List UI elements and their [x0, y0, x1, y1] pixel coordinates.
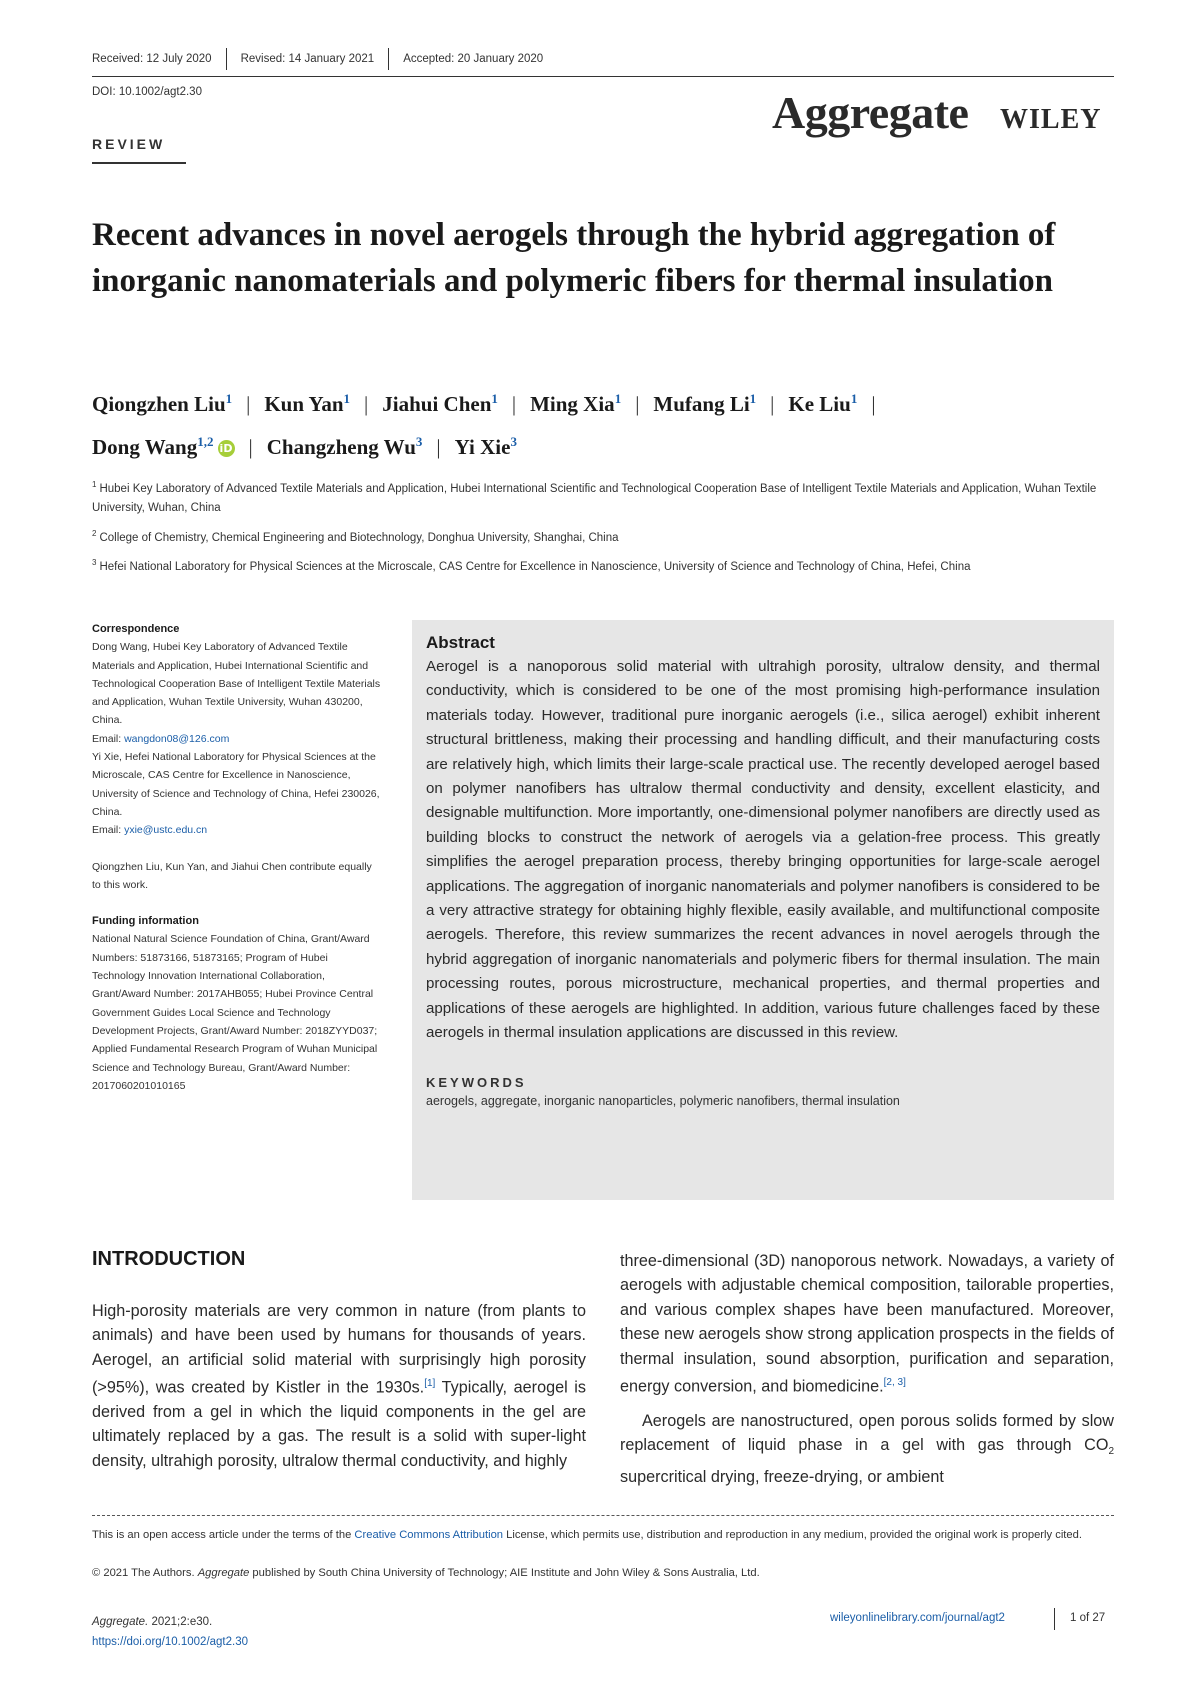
body-column-left: High-porosity materials are very common in nature (from plants to animals) and have been used by humans for thousands of years. Aerogel, an artificial solid material with surprisingly high porosity (>95%), was created by Kistler in the 1930s.[1] Typically, aerogel is derived from a gel in which the liquid components in the gel are ultimately replaced by a gas. The result is a solid with super-light density, ultrahigh porosity, ultralow thermal conductivity, and highly	[92, 1302, 586, 1470]
date-separator	[226, 48, 227, 70]
affiliation: $^1$ Hubei Key Laboratory of Advanced Textile Materials and Application, Hubei International Scientific and Technological Cooperation Base of Intelligent Textile Materials and Application, Wuhan Textile University, Wuhan, China	[92, 480, 1097, 514]
author-list	[92, 380, 1122, 466]
section-label: REVIEW	[92, 136, 166, 152]
doi-header: DOI: 10.1002/agt2.30	[92, 86, 202, 98]
citation-line: Aggregate. 2021;2:e30.	[92, 1616, 213, 1628]
introduction-heading: INTRODUCTION	[92, 1248, 246, 1270]
correspondence-yi-xie: Yi Xie, Hefei National Laboratory for Physical Sciences at the Microscale, CAS Centre for Excellence in Nanoscience, University of Science and Technology of China, Hefei 230026, China.	[92, 751, 380, 818]
author[interactable]: Kun Yan$^1$	[264, 391, 351, 416]
author[interactable]: Dong Wang$^{1,2}$ iD	[92, 435, 235, 459]
article-dates	[92, 48, 543, 70]
paragraph: Aerogels are nanostructured, open porous solids formed by slow replacement of liquid phase in a gel with gas through $CO_2$ supercritical drying, freeze-drying, or ambient	[620, 1411, 1114, 1486]
funding-text: National Natural Science Foundation of China, Grant/Award Numbers: 51873166, 51873165; Program of Hubei Technology Innovation International Collaboration, Grant/Award Number: 2017AHB055; Hubei Province Central Government Guides Local Science and Technology Development Projects, Grant/Award Number: 2018ZYYD037; Applied Fundamental Research Program of Wuhan Municipal Science and Technology Bureau, Grant/Award Number: 2017060201010165	[92, 933, 378, 1092]
email-link[interactable]: yxie@ustc.edu.cn	[124, 824, 208, 837]
affiliation: $^2$ College of Chemistry, Chemical Engineering and Biotechnology, Donghua University, Shanghai, China	[92, 529, 619, 544]
accepted-date: Accepted: 20 January 2020	[403, 53, 544, 65]
author-separator: |	[511, 392, 517, 416]
author-separator: |	[248, 435, 253, 459]
license-link[interactable]: Creative Commons Attribution	[354, 1529, 504, 1541]
section-rule	[92, 162, 186, 164]
author[interactable]: Jiahui Chen$^1$	[382, 391, 498, 416]
copyright-note: © 2021 The Authors. Aggregate published by South China University of Technology; AIE Institute and John Wiley & Sons Australia, Ltd.	[92, 1567, 760, 1579]
correspondence-dong-wang: Dong Wang, Hubei Key Laboratory of Advanced Textile Materials and Application, Hubei International Scientific and Technological Cooperation Base of Intelligent Textile Materials and Application, Wuhan Textile University, Wuhan 430200, China.	[92, 641, 381, 727]
author-separator: |	[436, 435, 441, 459]
footnote-rule	[92, 1515, 1114, 1516]
email-line: Email: wangdon08@126.com	[92, 732, 230, 745]
author-separator: |	[246, 392, 251, 416]
sidebar-info	[92, 620, 382, 1095]
doi-link[interactable]: https://doi.org/10.1002/agt2.30	[92, 1636, 249, 1648]
abstract-heading: Abstract	[426, 633, 495, 652]
citation-link[interactable]: [1]	[424, 1378, 436, 1390]
orcid-icon[interactable]: iD	[218, 440, 235, 457]
correspondence-heading: Correspondence	[92, 623, 180, 635]
revised-date: Revised: 14 January 2021	[240, 53, 375, 65]
keywords-text: aerogels, aggregate, inorganic nanoparticles, polymeric nanofibers, thermal insulation	[426, 1093, 900, 1108]
body-column-right	[620, 1249, 1114, 1489]
affiliation: $^3$ Hefei National Laboratory for Physical Sciences at the Microscale, CAS Centre for Excellence in Nanoscience, University of Science and Technology of China, Hefei, China	[92, 558, 971, 573]
received-date: Received: 12 July 2020	[92, 53, 212, 65]
author[interactable]: Ke Liu$^1$	[788, 391, 858, 416]
citation-link[interactable]: [2, 3]	[883, 1377, 906, 1389]
author[interactable]: Ming Xia$^1$	[530, 391, 622, 416]
journal-url-link[interactable]: wileyonlinelibrary.com/journal/agt2	[830, 1612, 1005, 1624]
abstract-text: Aerogel is a nanoporous solid material with ultrahigh porosity, ultralow density, and thermal conductivity, which is considered to be one of the most promising high-performance insulation materials today. However, traditional pure inorganic aerogels (i.e., silica aerogel) exhibit inherent structural brittleness, making their processing and handling difficult, and their manufacturing costs are relatively high, which limits their large-scale practical use. The recently developed aerogel based on polymer nanofibers has ultralow thermal conductivity and density, excellent elasticity, and designable multifunction. More importantly, one-dimensional polymer nanofibers are directly used as building blocks to construct the network of aerogels via a gelation-free process. This greatly simplifies the aerogel preparation process, thereby bringing opportunities for large-scale aerogel applications. The aggregation of inorganic nanomaterials and polymer nanofibers is considered to be a very attractive strategy for obtaining highly flexible, easily available, and multifunctional composite aerogels. Therefore, this review summarizes the recent advances in novel aerogels through the hybrid aggregation of inorganic nanomaterials and polymeric fibers for thermal insulation. The main processing routes, porous microstructure, mechanical properties, and thermal properties and applications of these aerogels are highlighted. In addition, various future challenges faced by these aerogels in thermal insulation applications are discussed in this review.	[426, 658, 1100, 1042]
author-separator: |	[871, 392, 876, 416]
funding-heading: Funding information	[92, 915, 199, 928]
abstract-box	[412, 620, 1114, 1200]
journal-logo: Aggregate	[772, 87, 969, 138]
license-note: This is an open access article under the terms of the Creative Commons Attribution License, which permits use, distribution and reproduction in any medium, provided the original work is properly cited.	[92, 1529, 1082, 1541]
date-separator	[388, 48, 389, 70]
author[interactable]: Yi Xie$^3$	[454, 434, 517, 459]
author-separator: |	[364, 392, 369, 416]
equal-contribution-note: Qiongzhen Liu, Kun Yan, and Jiahui Chen contribute equally to this work.	[92, 860, 372, 891]
email-line: Email: yxie@ustc.edu.cn	[92, 824, 208, 837]
header-rule	[92, 76, 1114, 77]
article-title: Recent advances in novel aerogels through the hybrid aggregation of inorganic nanomaterials and polymeric fibers for thermal insulation	[92, 217, 1056, 299]
author-separator: |	[770, 392, 775, 416]
keywords-heading: KEYWORDS	[426, 1074, 527, 1090]
author[interactable]: Qiongzhen Liu$^1$	[92, 391, 233, 416]
author-separator: |	[635, 392, 640, 416]
page-number: 1 of 27	[1070, 1612, 1106, 1624]
paragraph: three-dimensional (3D) nanoporous network. Nowadays, a variety of aerogels with adjustable chemical composition, tailorable properties, and various complex shapes have been manufactured. Moreover, these new aerogels show strong application prospects in the fields of thermal insulation, sound absorption, purification and separation, energy conversion, and biomedicine.[2, 3]	[620, 1252, 1114, 1396]
author[interactable]: Changzheng Wu$^3$	[266, 434, 423, 459]
page-separator	[1054, 1608, 1055, 1630]
citation-block	[92, 1612, 248, 1652]
author[interactable]: Mufang Li$^1$	[653, 391, 757, 416]
publisher-logo: WILEY	[1000, 104, 1102, 135]
email-link[interactable]: wangdon08@126.com	[124, 732, 230, 745]
